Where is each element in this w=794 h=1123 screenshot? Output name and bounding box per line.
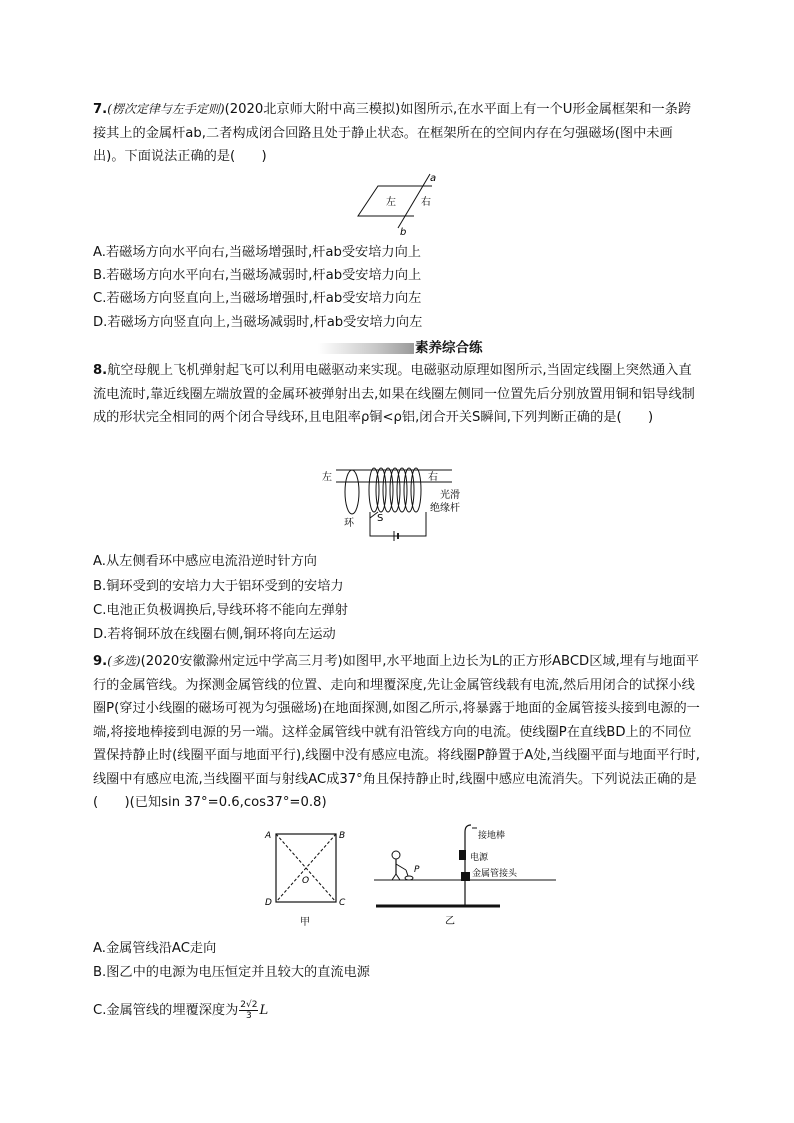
figure-jia-label-b: B — [339, 831, 346, 841]
fraction-numerator: 2√2 — [240, 999, 258, 1010]
question-9-option-b[interactable]: B.图乙中的电源为电压恒定并且较大的直流电源 — [93, 965, 370, 980]
question-8-option-d[interactable]: D.若将铜环放在线圈右侧,铜环将向左运动 — [93, 627, 336, 642]
figure-jia-caption: 甲 — [300, 917, 310, 928]
figure-jia — [262, 826, 352, 930]
question-7-option-c[interactable]: C.若磁场方向竖直向上,当磁场增强时,杆ab受安培力向左 — [93, 291, 422, 306]
figure-coil-label-left: 左 — [322, 472, 332, 483]
figure-coil-label-right: 右 — [428, 472, 438, 483]
figure-coil-label-ring: 环 — [344, 518, 354, 529]
question-7-number: 7. — [93, 102, 108, 117]
question-9-option-c-suffix: L — [259, 1003, 269, 1018]
question-9-stem — [93, 650, 703, 815]
figure-yi-label-source: 电源 — [470, 853, 489, 863]
question-8-number: 8. — [93, 363, 108, 378]
question-8-option-a[interactable]: A.从左侧看环中感应电流沿逆时针方向 — [93, 554, 317, 569]
question-8-text: 航空母舰上飞机弹射起飞可以利用电磁驱动来实现。电磁驱动原理如图所示,当固定线圈上突然通入直流电流时,靠近线圈左端放置的金属环被弹射出去,如果在线圈左侧同一位置先后分别放置用铜和铝导线制成的形状完全相同的两个闭合导线环,且电阻率ρ铜<ρ铝,闭合开关S瞬间,下列判断正确的是( ) — [93, 363, 695, 425]
section-header — [318, 339, 496, 357]
figure-yi-caption: 乙 — [445, 916, 455, 927]
question-9-option-c-fraction — [239, 1000, 258, 1021]
figure-yi-label-p: P — [414, 865, 420, 875]
question-9-option-a[interactable]: A.金属管线沿AC走向 — [93, 941, 217, 956]
question-7-option-d[interactable]: D.若磁场方向竖直向上,当磁场减弱时,杆ab受安培力向左 — [93, 315, 423, 330]
section-header-bar — [318, 343, 414, 354]
question-7-tag: (楞次定律与左手定则) — [107, 102, 225, 116]
figure-jia-label-c: C — [339, 898, 346, 908]
question-9-option-c[interactable] — [93, 998, 268, 1024]
figure-u-label-b: b — [400, 227, 407, 236]
figure-u-label-a: a — [430, 173, 437, 184]
figure-coil-label-switch: S — [377, 513, 384, 524]
question-8-option-b[interactable]: B.铜环受到的安培力大于铝环受到的安培力 — [93, 579, 344, 594]
question-9-option-c-prefix: C.金属管线的埋覆深度为 — [93, 1003, 239, 1018]
figure-yi — [368, 822, 560, 930]
figure-jia-label-d: D — [265, 898, 272, 908]
question-7-option-b[interactable]: B.若磁场方向水平向右,当磁场减弱时,杆ab受安培力向上 — [93, 268, 422, 283]
figure-u-frame — [340, 168, 450, 236]
question-9-tag: (多选) — [107, 654, 141, 668]
figure-u-label-right: 右 — [421, 197, 431, 208]
question-7-stem — [93, 98, 703, 169]
question-9-number: 9. — [93, 654, 108, 669]
figure-yi-label-joint: 金属管接头 — [472, 869, 518, 879]
question-8-option-c[interactable]: C.电池正负极调换后,导线环将不能向左弹射 — [93, 603, 348, 618]
question-7-text: (2020北京师大附中高三模拟)如图所示,在水平面上有一个U形金属框架和一条跨接其上的金属杆ab,二者构成闭合回路且处于静止状态。在框架所在的空间内存在匀强磁场(图中未画出)。下面说法正确的是( ) — [93, 102, 692, 164]
figure-coil — [322, 458, 482, 542]
question-9-text: (2020安徽滁州定远中学高三月考)如图甲,水平地面上边长为L的正方形ABCD区域,埋有与地面平行的金属管线。为探测金属管线的位置、走向和埋覆深度,先让金属管线载有电流,然后用闭合的试探小线圈P(穿过小线圈的磁场可视为匀强磁场)在地面探测,如图乙所示,将暴露于地面的金属管接头接到电源的一端,将接地棒接到电源的另一端。这样金属管线中就有沿管线方向的电流。使线圈P在直线BD上的不同位置保持静止时(线圈平面与地面平行),线圈中没有感应电流。将线圈P静置于A处,当线圈平面与地面平行时,线圈中有感应电流,当线圈平面与射线AC成37°角且保持静止时,线圈中感应电流消失。下列说法正确的是( )(已知sin 37°=0.6,cos37°=0.8) — [93, 654, 700, 810]
question-7-option-a[interactable]: A.若磁场方向水平向右,当磁场增强时,杆ab受安培力向上 — [93, 245, 421, 260]
figure-u-label-left: 左 — [386, 197, 396, 208]
figure-coil-label-rod-2: 绝缘杆 — [430, 503, 460, 514]
figure-jia-label-o: O — [302, 876, 310, 886]
figure-coil-label-rod-1: 光滑 — [440, 490, 460, 501]
figure-yi-label-rod: 接地棒 — [478, 831, 506, 841]
fraction-denominator: 3 — [246, 1010, 252, 1021]
question-8-stem — [93, 359, 703, 430]
figure-jia-label-a: A — [265, 831, 272, 841]
section-title: 素养综合练 — [415, 340, 483, 356]
